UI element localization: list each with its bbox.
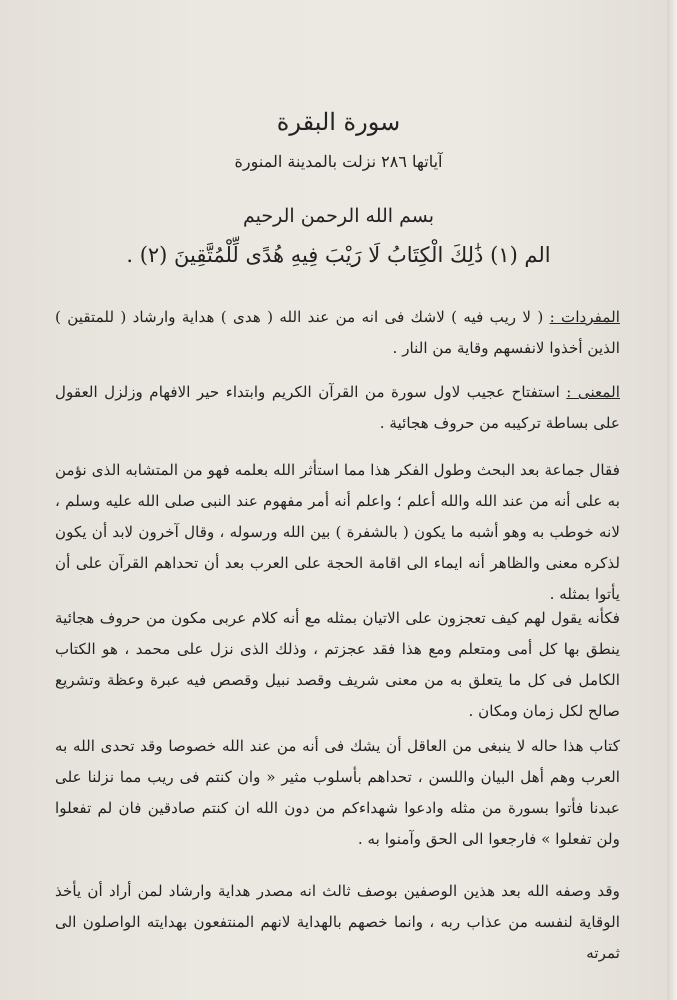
vocab-paragraph — [55, 302, 620, 364]
body-paragraph: فقال جماعة بعد البحث وطول الفكر هذا مما استأثر الله بعلمه فهو من المتشابه الذى نؤمن به على أنه من عند الله والله أعلم ؛ واعلم أنه أمر مفهوم عند النبى صلى الله عليه وسلم ، لانه خوطب به وهو أشبه ما يكون ( بالشفرة ) بين الله ورسوله ، وقال آخرون لابد أن يكون لذكره معنى والظاهر أنه ايماء الى اقامة الحجة على العرب بعد أن تحداهم القرآن على أن يأتوا بمثله . — [55, 461, 620, 603]
vocab-text: ( لا ريب فيه ) لاشك فى انه من عند الله ( هدى ) هداية وارشاد ( للمتقين ) الذين أخذوا لانفسهم وقاية من النار . — [55, 308, 620, 357]
basmala: بسم الله الرحمن الرحيم — [243, 205, 434, 227]
meaning-paragraph — [55, 377, 620, 439]
meaning-label: المعنى : — [566, 383, 621, 401]
surah-title: سورة البقرة — [276, 108, 401, 136]
vocab-label: المفردات : — [549, 308, 620, 326]
body-paragraph: فكأنه يقول لهم كيف تعجزون على الاتيان بمثله مع أنه كلام عربى مكون من حروف هجائية ينطق بها كل أمى ومتعلم ومع هذا فقد عجزتم ، وذلك الذى نزل على محمد ، هو الكتاب الكامل فى كل ما يتعلق به من معنى شريف وقصد نبيل وقصص فيه عبرة وعظة وتشريع صالح لكل زمان ومكان . — [55, 609, 620, 720]
meaning-text: استفتاح عجيب لاول سورة من القرآن الكريم وابتداء حير الافهام وزلزل العقول على بساطة تركيبه من حروف هجائية . — [55, 383, 620, 432]
surah-subtitle: آياتها ٢٨٦ نزلت بالمدينة المنورة — [234, 152, 443, 171]
page-spine-edge — [667, 0, 677, 1000]
body-paragraph: كتاب هذا حاله لا ينبغى من العاقل أن يشك فى أنه من عند الله خصوصا وقد تحدى الله به العرب وهم أهل البيان واللسن ، تحداهم بأسلوب مثير « وان كنتم فى ريب مما نزلنا على عبدنا فأتوا بسورة من مثله وادعوا شهداءكم من دون الله ان كنتم صادقين فان لم تفعلوا ولن تفعلوا » فارجعوا الى الحق وآمنوا به . — [55, 737, 620, 848]
body-paragraph: وقد وصفه الله بعد هذين الوصفين بوصف ثالث انه مصدر هداية وارشاد لمن أراد أن يأخذ الوقاية لنفسه من عذاب ربه ، وانما خصهم بالهداية لانهم المنتفعون بهدايته الواصلون الى ثمرته — [55, 882, 620, 962]
quran-verse: الم (١) ذَٰلِكَ الْكِتَابُ لَا رَيْبَ فِيهِ هُدًى لِّلْمُتَّقِينَ (٢) . — [126, 243, 551, 267]
